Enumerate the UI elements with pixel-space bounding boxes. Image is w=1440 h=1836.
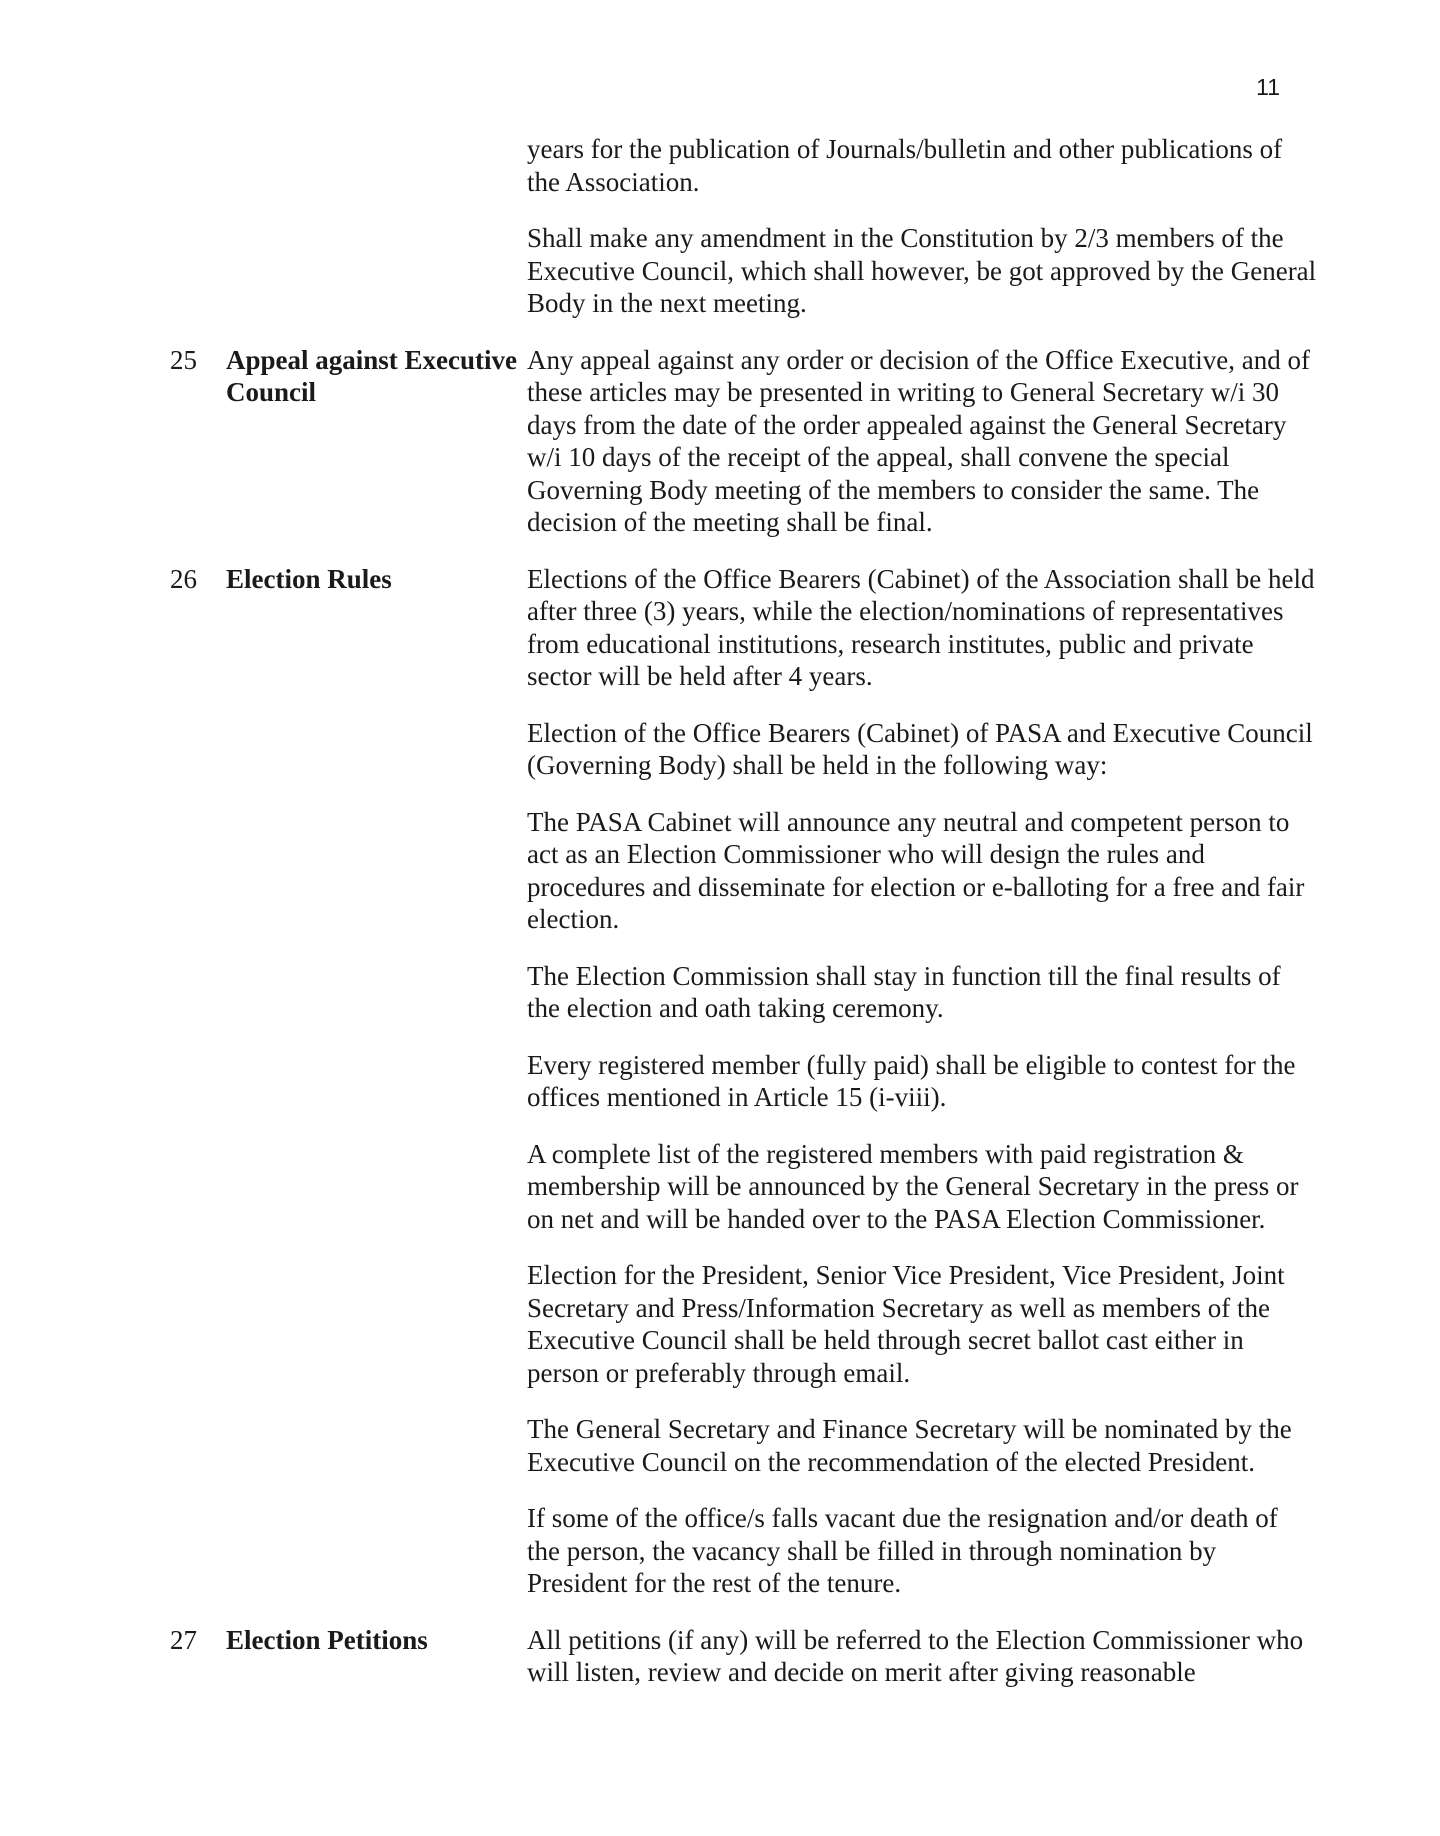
article-title: Appeal against Executive Council (226, 344, 518, 407)
paragraph: The Election Commission shall stay in function till the final results of the election and oath taking ceremony. (527, 960, 1281, 1023)
article-25 (0, 344, 1440, 563)
page-number: 11 (1256, 74, 1280, 100)
paragraph: All petitions (if any) will be referred to the Election Commissioner who will listen, review and decide on merit after giving reasonable (527, 1624, 1304, 1687)
article-number: 27 (170, 1624, 197, 1655)
article-body (527, 344, 1317, 563)
article-title: Election Rules (226, 563, 392, 594)
paragraph: Election of the Office Bearers (Cabinet) of PASA and Executive Council (Governing Body) shall be held in the following way: (527, 717, 1313, 780)
article-number: 25 (170, 344, 197, 375)
article-title: Election Petitions (226, 1624, 428, 1655)
paragraph: Shall make any amendment in the Constitution by 2/3 members of the Executive Council, which shall however, be got approved by the General Body in the next meeting. (527, 223, 1317, 318)
article-number: 26 (170, 563, 197, 594)
article-27 (0, 1624, 1440, 1713)
article-body (527, 133, 1317, 344)
intro-section (0, 133, 1440, 344)
paragraph: A complete list of the registered members with paid registration & membership will be announced by the General Secretary in the press or on net and will be handed over to the PASA Election Commissioner. (527, 1138, 1299, 1234)
paragraph: Election for the President, Senior Vice President, Vice President, Joint Secretary and Press/Information Secretary as well as members of the Executive Council shall be held through secret ballot cast either in person or preferably through email. (527, 1260, 1285, 1388)
article-26 (0, 563, 1440, 1624)
document-body (0, 133, 1440, 1713)
paragraph: The General Secretary and Finance Secretary will be nominated by the Executive Council on the recommendation of the elected President. (527, 1414, 1292, 1477)
paragraph: years for the publication of Journals/bulletin and other publications of the Association. (527, 134, 1283, 197)
article-body (527, 563, 1317, 1624)
paragraph: Elections of the Office Bearers (Cabinet) of the Association shall be held after three (3) years, while the election/nominations of representatives from educational institutions, research institutes, public and private sector will be held after 4 years. (527, 563, 1315, 691)
paragraph: If some of the office/s falls vacant due the resignation and/or death of the person, the vacancy shall be filled in through nomination by President for the rest of the tenure. (527, 1503, 1278, 1598)
paragraph: Any appeal against any order or decision of the Office Executive, and of these articles may be presented in writing to General Secretary w/i 30 days from the date of the order appealed against the General Secretary w/i 10 days of the receipt of the appeal, shall convene the special Governing Body meeting of the members to consider the same. The decision of the meeting shall be final. (527, 344, 1310, 537)
article-body (527, 1624, 1317, 1713)
paragraph: Every registered member (fully paid) shall be eligible to contest for the offices mentioned in Article 15 (i-viii). (527, 1049, 1296, 1112)
paragraph: The PASA Cabinet will announce any neutral and competent person to act as an Election Commissioner who will design the rules and procedures and disseminate for election or e-balloting for a free and fair election. (527, 806, 1305, 934)
